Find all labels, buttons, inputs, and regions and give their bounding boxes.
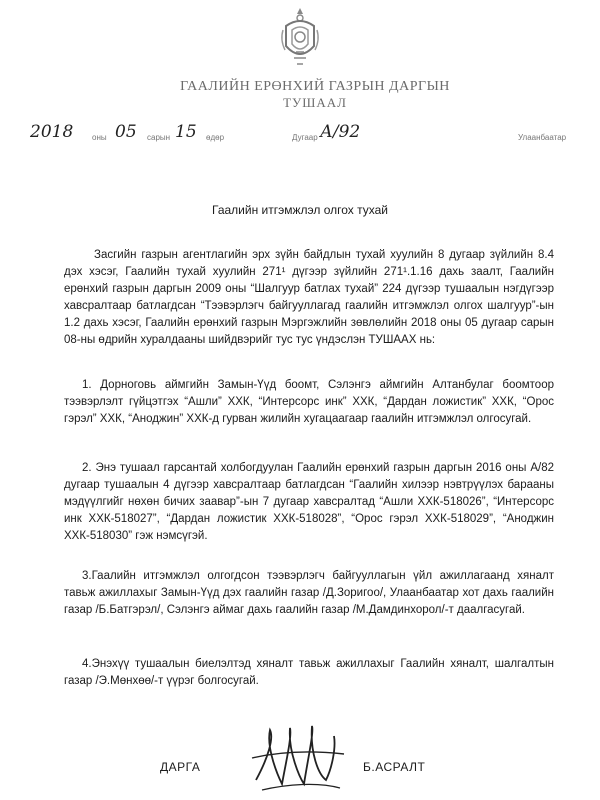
- state-emblem-icon: [278, 6, 322, 70]
- order-item-1: 1. Дорноговь аймгийн Замын-Үүд боомт, Сэлэнгэ аймгийн Алтанбулаг боомтоор тээвэрлэлт гүйцэтгэх “Ашли” ХХК, “Интерсорс инк” ХХК, “Дардан ложистик” ХХК, “Орос гэрэл” ХХК, “Аноджин” ХХК-д гурван жилийн хугацаагаар гаалийн итгэмжлэл олгосугай.: [64, 379, 554, 425]
- number-label: Дугаар: [292, 133, 318, 142]
- signatory-name: Б.АСРАЛТ: [363, 760, 426, 774]
- order-item-4: 4.Энэхүү тушаалын биелэлтэд хяналт тавьж ажиллахыг Гаалийн хяналт, шалгалтын газар /Э.Мөнхөө/-т үүрэг болгосугай.: [64, 658, 554, 687]
- signatory-title: ДАРГА: [160, 760, 201, 774]
- day-label: өдөр: [206, 133, 225, 142]
- handwritten-signature: [248, 718, 348, 798]
- month-value: 05: [115, 122, 137, 142]
- year-label: оны: [92, 133, 107, 142]
- day-value: 15: [175, 122, 197, 142]
- document-type: ТУШААЛ: [283, 95, 347, 110]
- order-number: А/92: [320, 122, 361, 142]
- month-label: сарын: [147, 133, 171, 142]
- year-value: 2018: [30, 122, 74, 142]
- place-label: Улаанбаатар: [518, 133, 567, 142]
- document-subject: Гаалийн итгэмжлэл олгох тухай: [212, 203, 388, 217]
- order-item-3: 3.Гаалийн итгэмжлэл олгогдсон тээвэрлэгч байгууллагын үйл ажиллагаанд хяналт тавьж ажиллахыг Замын-Үүд дэх гаалийн газар /Д.Зоригоо/, Улаанбаатар хот дахь гаалийн газар /Б.Батгэрэл/, Сэлэнгэ аймаг дахь гаалийн газар /М.Дамдинхорол/-т даалгасугай.: [64, 570, 554, 616]
- date-line: [30, 122, 590, 146]
- order-item-2: 2. Энэ тушаал гарсантай холбогдуулан Гаалийн ерөнхий газрын даргын 2016 оны А/82 дугаар тушаалын 4 дүгээр хавсралтаар батлагдсан “Гаалийн хилээр нэвтрүүлэх барааны мэдүүлгийг нөхөн бичих заавар”-ын 7 дугаар хавсралтад “Ашли ХХК-518026”, “Интерсорс инк ХХК-518027”, “Дардан ложистик ХХК-518028”, “Орос гэрэл ХХК-518029”, “Аноджин ХХК-518030” гэж нэмсүгэй.: [64, 462, 554, 542]
- preamble-paragraph: Засгийн газрын агентлагийн эрх зүйн байдлын тухай хуулийн 8 дугаар зүйлийн 8.4 дэх хэсэг, Гаалийн тухай хуулийн 271¹ дүгээр зүйлийн 271¹.1.16 дахь заалт, Гаалийн ерөнхий газрын даргын 2009 оны “Шалгуур батлах тухай” 224 дүгээр тушаалын нэгдүгээр хавсралтаар батлагдсан “Тээвэрлэгч байгууллагад гаалийн итгэмжлэл олгох шалгуур”-ын 1.2 дахь хэсэг, Гаалийн ерөнхий газрын Мэргэжлийн зөвлөлийн 2018 оны 05 дугаар сарын 08-ны өдрийн хуралдааны шийдвэрийг тус тус үндэслэн ТУШААХ нь:: [64, 249, 554, 346]
- issuing-authority-title: ГААЛИЙН ЕРӨНХИЙ ГАЗРЫН ДАРГЫН: [180, 79, 450, 94]
